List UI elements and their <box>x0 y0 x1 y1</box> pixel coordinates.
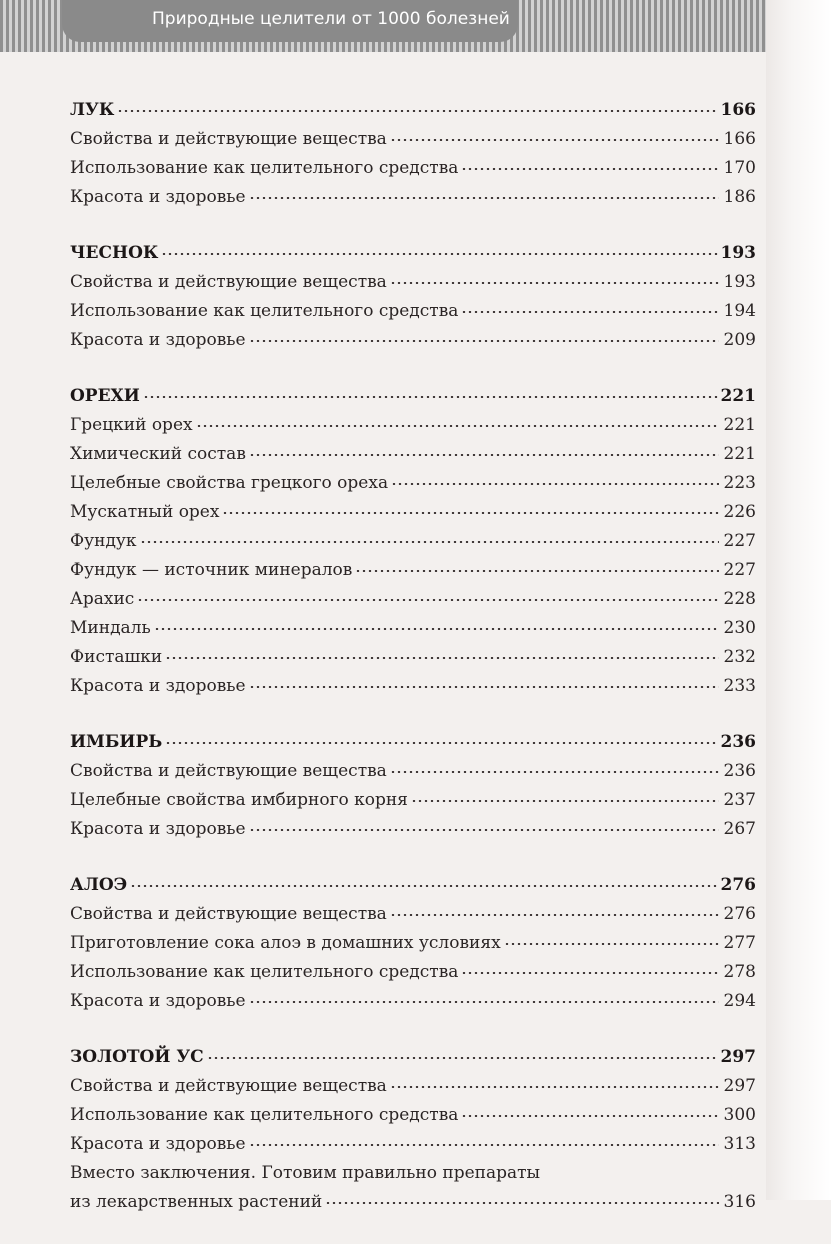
toc-chapter-entry[interactable] <box>70 871 756 900</box>
dot-leader <box>391 483 719 485</box>
table-of-contents <box>70 96 756 1244</box>
page-number: 300 <box>723 1105 756 1125</box>
toc-entry[interactable] <box>70 585 756 614</box>
dot-leader <box>130 885 717 887</box>
chapter-title: ЛУК <box>70 100 115 120</box>
dot-leader <box>390 771 719 773</box>
toc-section <box>70 728 756 844</box>
dot-leader <box>461 972 719 974</box>
toc-entry[interactable] <box>70 958 756 987</box>
dot-leader <box>390 914 719 916</box>
entry-title-line2-row <box>70 1188 756 1217</box>
page-number: 232 <box>723 647 756 667</box>
toc-entry[interactable] <box>70 556 756 585</box>
dot-leader <box>154 628 719 630</box>
dot-leader <box>390 139 719 141</box>
toc-entry[interactable] <box>70 469 756 498</box>
entry-title: Мускатный орех <box>70 502 220 522</box>
entry-title: Целебные свойства имбирного корня <box>70 790 408 810</box>
dot-leader <box>222 512 719 514</box>
toc-entry[interactable] <box>70 268 756 297</box>
header-tab <box>62 0 518 42</box>
toc-entry[interactable] <box>70 987 756 1016</box>
page-number: 223 <box>723 473 756 493</box>
page-number: 230 <box>723 618 756 638</box>
entry-title: Арахис <box>70 589 135 609</box>
entry-title: Целебные свойства грецкого ореха <box>70 473 389 493</box>
page-number: 186 <box>723 187 756 207</box>
page-number: 170 <box>723 158 756 178</box>
page-number: 221 <box>720 386 756 406</box>
toc-chapter-entry[interactable] <box>70 382 756 411</box>
dot-leader <box>461 311 719 313</box>
page-number: 226 <box>723 502 756 522</box>
dot-leader <box>249 454 719 456</box>
page-number: 228 <box>723 589 756 609</box>
dot-leader <box>117 110 717 112</box>
toc-entry[interactable] <box>70 1101 756 1130</box>
chapter-title: ОРЕХИ <box>70 386 140 406</box>
entry-title: Свойства и действующие вещества <box>70 1076 387 1096</box>
page-number: 277 <box>723 933 756 953</box>
page-number: 267 <box>723 819 756 839</box>
dot-leader <box>249 829 719 831</box>
toc-section <box>70 239 756 355</box>
page-number: 297 <box>723 1076 756 1096</box>
toc-entry[interactable] <box>70 154 756 183</box>
toc-entry[interactable] <box>70 900 756 929</box>
dot-leader <box>196 425 719 427</box>
toc-entry[interactable] <box>70 1072 756 1101</box>
entry-title-line2: из лекарственных растений <box>70 1192 323 1212</box>
entry-title: Химический состав <box>70 444 246 464</box>
dot-leader <box>249 1144 719 1146</box>
toc-entry[interactable] <box>70 440 756 469</box>
page-number: 166 <box>723 129 756 149</box>
dot-leader <box>504 943 719 945</box>
page-number: 276 <box>720 875 756 895</box>
entry-title: Свойства и действующие вещества <box>70 904 387 924</box>
dot-leader <box>249 1001 719 1003</box>
entry-title: Использование как целительного средства <box>70 1105 459 1125</box>
toc-chapter-entry[interactable] <box>70 96 756 125</box>
page-number: 193 <box>720 243 756 263</box>
page-number: 194 <box>723 301 756 321</box>
dot-leader <box>249 340 719 342</box>
toc-entry[interactable] <box>70 1130 756 1159</box>
toc-entry[interactable] <box>70 614 756 643</box>
toc-chapter-entry[interactable] <box>70 239 756 268</box>
dot-leader <box>249 197 719 199</box>
running-header-title: Природные целители от 1000 болезней <box>152 9 510 29</box>
entry-title: Свойства и действующие вещества <box>70 761 387 781</box>
page-number: 297 <box>720 1047 756 1067</box>
entry-title: Миндаль <box>70 618 151 638</box>
entry-title: Красота и здоровье <box>70 1134 246 1154</box>
dot-leader <box>390 1086 719 1088</box>
toc-entry[interactable] <box>70 183 756 212</box>
toc-chapter-entry[interactable] <box>70 728 756 757</box>
toc-entry[interactable] <box>70 786 756 815</box>
toc-entry[interactable] <box>70 643 756 672</box>
toc-section <box>70 871 756 1016</box>
entry-title: Приготовление сока алоэ в домашних условиях <box>70 933 501 953</box>
entry-title: Свойства и действующие вещества <box>70 272 387 292</box>
entry-title: Красота и здоровье <box>70 187 246 207</box>
page-number: 236 <box>720 732 756 752</box>
chapter-title: ЧЕСНОК <box>70 243 159 263</box>
dot-leader <box>165 742 717 744</box>
dot-leader <box>137 599 719 601</box>
toc-entry[interactable] <box>70 498 756 527</box>
toc-section <box>70 96 756 212</box>
dot-leader <box>461 168 719 170</box>
entry-title: Красота и здоровье <box>70 819 246 839</box>
dot-leader <box>140 541 719 543</box>
entry-title: Фундук <box>70 531 137 551</box>
page-number: 166 <box>720 100 756 120</box>
chapter-title: АЛОЭ <box>70 875 128 895</box>
toc-entry[interactable] <box>70 757 756 786</box>
toc-entry[interactable] <box>70 411 756 440</box>
page-edge <box>766 0 831 1200</box>
entry-title-line1: Вместо заключения. Готовим правильно препараты <box>70 1163 541 1183</box>
dot-leader <box>207 1057 718 1059</box>
toc-entry[interactable] <box>70 929 756 958</box>
toc-section <box>70 382 756 701</box>
page-number: 227 <box>723 560 756 580</box>
chapter-title: ЗОЛОТОЙ УС <box>70 1047 204 1067</box>
toc-entry[interactable] <box>70 527 756 556</box>
dot-leader <box>390 282 719 284</box>
toc-entry[interactable] <box>70 125 756 154</box>
dot-leader <box>411 800 719 802</box>
toc-section <box>70 1043 756 1217</box>
page-number: 221 <box>723 415 756 435</box>
entry-title: Использование как целительного средства <box>70 962 459 982</box>
page-number: 313 <box>723 1134 756 1154</box>
toc-entry[interactable] <box>70 672 756 701</box>
chapter-title: ИМБИРЬ <box>70 732 163 752</box>
page-number: 316 <box>723 1192 756 1212</box>
dot-leader <box>355 570 719 572</box>
page-number: 236 <box>723 761 756 781</box>
entry-title: Грецкий орех <box>70 415 193 435</box>
page-number: 233 <box>723 676 756 696</box>
dot-leader <box>461 1115 719 1117</box>
page-number: 278 <box>723 962 756 982</box>
page-number: 276 <box>723 904 756 924</box>
dot-leader <box>325 1202 719 1204</box>
entry-title: Использование как целительного средства <box>70 301 459 321</box>
page-number: 221 <box>723 444 756 464</box>
page-number: 227 <box>723 531 756 551</box>
page-number: 209 <box>723 330 756 350</box>
entry-title: Свойства и действующие вещества <box>70 129 387 149</box>
entry-title: Красота и здоровье <box>70 676 246 696</box>
dot-leader <box>249 686 719 688</box>
page-number: 294 <box>723 991 756 1011</box>
toc-entry[interactable] <box>70 1159 756 1217</box>
dot-leader <box>165 657 719 659</box>
dot-leader <box>161 253 717 255</box>
page-number: 193 <box>723 272 756 292</box>
page-number: 237 <box>723 790 756 810</box>
entry-title: Фисташки <box>70 647 163 667</box>
entry-title: Использование как целительного средства <box>70 158 459 178</box>
toc-chapter-entry[interactable] <box>70 1043 756 1072</box>
toc-entry[interactable] <box>70 297 756 326</box>
entry-title: Красота и здоровье <box>70 991 246 1011</box>
entry-title: Фундук — источник минералов <box>70 560 353 580</box>
toc-entry[interactable] <box>70 815 756 844</box>
toc-entry[interactable] <box>70 326 756 355</box>
entry-title: Красота и здоровье <box>70 330 246 350</box>
dot-leader <box>143 396 718 398</box>
